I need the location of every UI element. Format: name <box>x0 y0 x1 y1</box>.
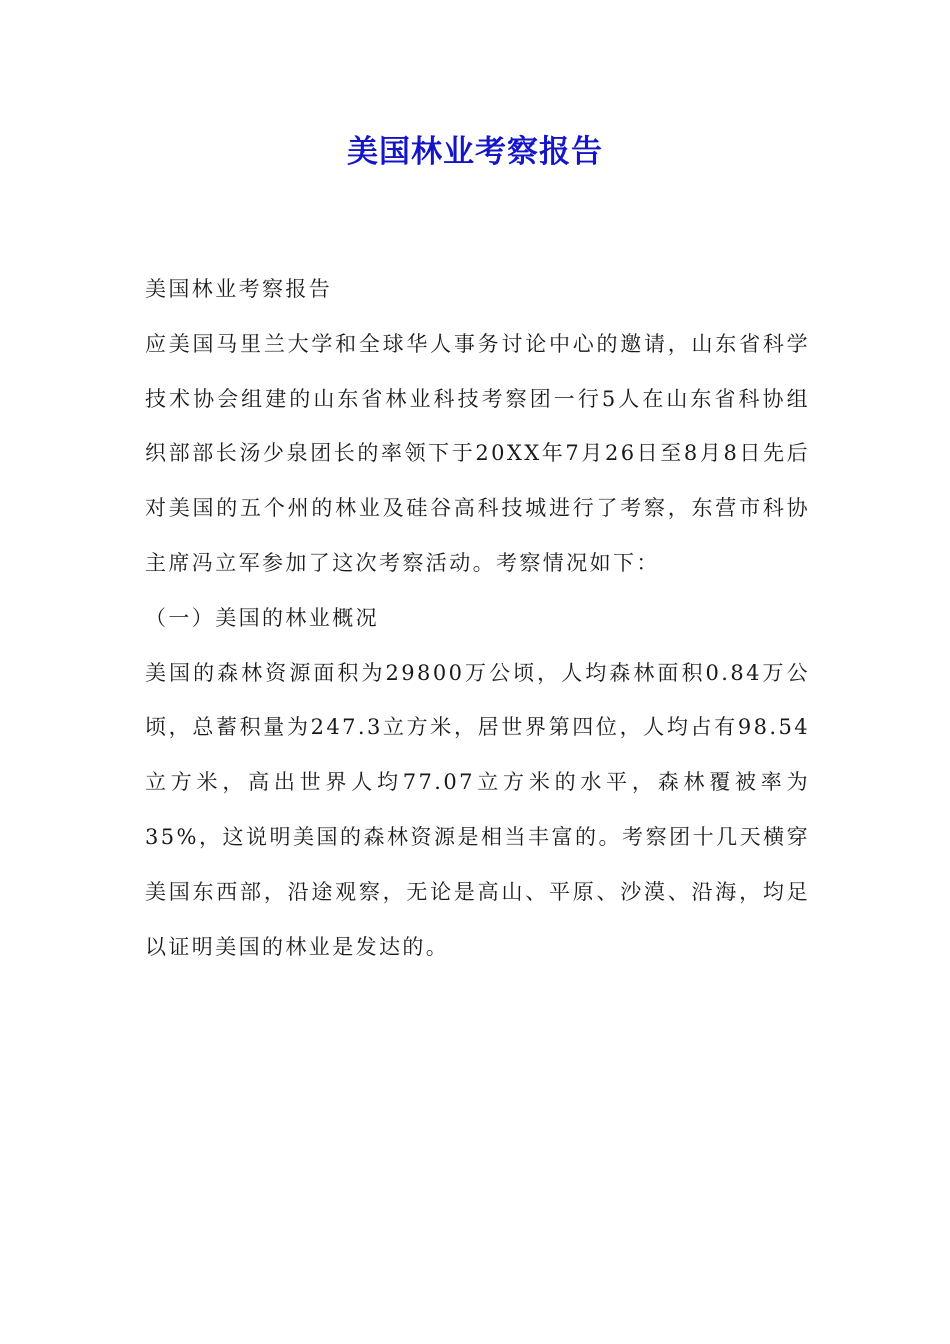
document-body <box>145 262 810 974</box>
document-title: 美国林业考察报告 <box>347 134 603 170</box>
paragraph-overview: 美国的森林资源面积为29800万公顷，人均森林面积0.84万公顷，总蓄积量为247.3立方米，居世界第四位，人均占有98.54立方米，高出世界人均77.07立方米的水平，森林覆被率为35%，这说明美国的森林资源是相当丰富的。考察团十几天横穿美国东西部，沿途观察，无论是高山、平原、沙漠、沿海，均足以证明美国的林业是发达的。 <box>145 660 810 959</box>
section-heading: （一）美国的林业概况 <box>145 605 379 630</box>
paragraph-intro: 应美国马里兰大学和全球华人事务讨论中心的邀请，山东省科学技术协会组建的山东省林业科技考察团一行5人在山东省科协组织部部长汤少泉团长的率领下于20XX年7月26日至8月8日先后对美国的五个州的林业及硅谷高科技城进行了考察，东营市科协主席冯立军参加了这次考察活动。考察情况如下： <box>145 331 810 575</box>
body-heading: 美国林业考察报告 <box>145 277 333 301</box>
